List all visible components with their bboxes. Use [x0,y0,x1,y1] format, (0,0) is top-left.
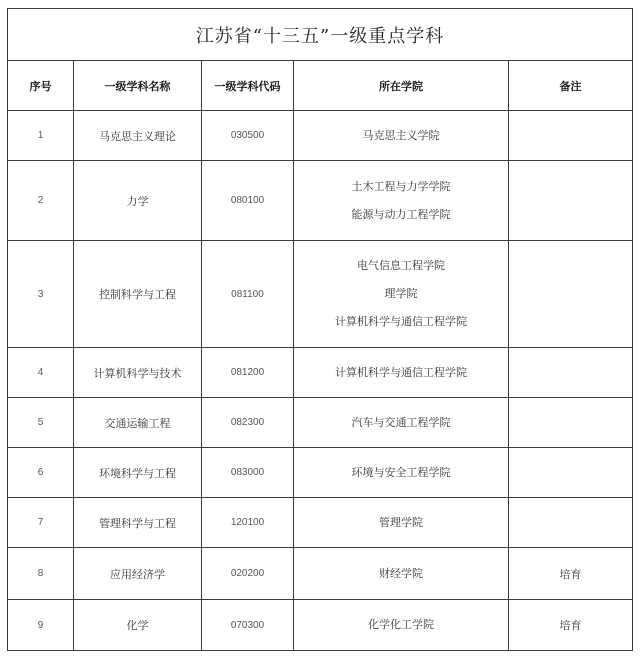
college-name: 环境与安全工程学院 [351,465,451,479]
seq-cell: 1 [8,111,74,161]
discipline-code-cell: 081100 [202,241,294,348]
discipline-code-cell: 080100 [202,161,294,241]
table-row [8,398,633,448]
discipline-code-cell: 070300 [202,600,294,651]
discipline-name-cell: 力学 [74,161,202,241]
discipline-code-cell: 030500 [202,111,294,161]
discipline-name-cell: 化学 [74,600,202,651]
discipline-code-cell: 120100 [202,498,294,548]
college-name: 马克思主义学院 [362,128,440,142]
discipline-code-cell: 082300 [202,398,294,448]
college-cell [294,161,509,241]
discipline-name-cell: 环境科学与工程 [74,448,202,498]
seq-cell: 2 [8,161,74,241]
note-cell [509,398,633,448]
header-row [8,61,633,111]
college-name: 土木工程与力学学院 [351,179,451,193]
note-cell [509,498,633,548]
seq-cell: 7 [8,498,74,548]
discipline-name-cell: 交通运输工程 [74,398,202,448]
college-cell [294,111,509,161]
header-seq: 序号 [8,61,74,111]
table-row [8,548,633,600]
table-row [8,161,633,241]
college-cell [294,448,509,498]
college-name: 计算机科学与通信工程学院 [335,365,467,379]
seq-cell: 5 [8,398,74,448]
table-title: 江苏省“十三五”一级重点学科 [8,9,633,61]
table-row [8,600,633,651]
college-cell [294,348,509,398]
college-name: 汽车与交通工程学院 [351,415,451,429]
note-cell [509,161,633,241]
college-name: 计算机科学与通信工程学院 [335,315,467,328]
note-cell [509,348,633,398]
note-cell: 培育 [509,548,633,600]
header-note: 备注 [509,61,633,111]
header-code: 一级学科代码 [202,61,294,111]
table-row [8,348,633,398]
note-cell [509,111,633,161]
note-cell [509,448,633,498]
college-name: 化学化工学院 [368,618,434,631]
discipline-name-cell: 控制科学与工程 [74,241,202,348]
note-cell: 培育 [509,600,633,651]
seq-cell: 3 [8,241,74,348]
college-name: 理学院 [384,287,418,300]
college-cell [294,241,509,348]
seq-cell: 8 [8,548,74,600]
discipline-code-cell: 081200 [202,348,294,398]
discipline-code-cell: 020200 [202,548,294,600]
college-cell [294,398,509,448]
key-disciplines-table [7,8,633,651]
discipline-name-cell: 管理科学与工程 [74,498,202,548]
header-name: 一级学科名称 [74,61,202,111]
discipline-name-cell: 应用经济学 [74,548,202,600]
discipline-code-cell: 083000 [202,448,294,498]
seq-cell: 9 [8,600,74,651]
discipline-name-cell: 计算机科学与技术 [74,348,202,398]
college-cell [294,600,509,651]
seq-cell: 6 [8,448,74,498]
table-row [8,241,633,348]
seq-cell: 4 [8,348,74,398]
table-row [8,111,633,161]
college-cell [294,498,509,548]
discipline-name-cell: 马克思主义理论 [74,111,202,161]
college-name: 能源与动力工程学院 [351,207,451,221]
table-row [8,498,633,548]
college-name: 管理学院 [379,515,423,529]
college-cell [294,548,509,600]
title-row [8,9,633,61]
college-name: 财经学院 [379,566,423,580]
table-row [8,448,633,498]
note-cell [509,241,633,348]
college-name: 电气信息工程学院 [357,259,445,272]
header-college: 所在学院 [294,61,509,111]
